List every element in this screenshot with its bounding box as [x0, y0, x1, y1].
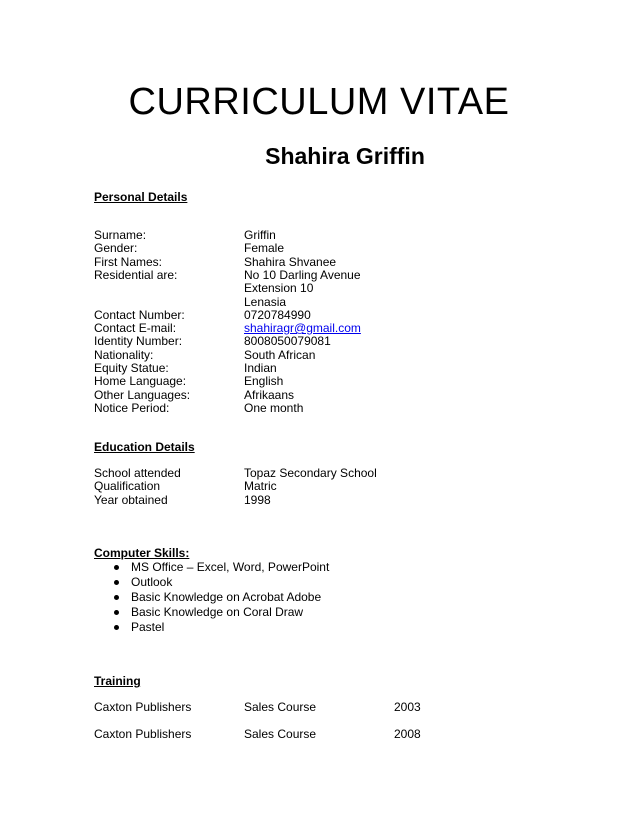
field-label: First Names:	[94, 254, 163, 269]
field-label: Surname:	[94, 228, 147, 242]
field-label: School attended	[94, 466, 181, 480]
field-value: Topaz Secondary School	[244, 466, 377, 480]
training-provider: Caxton Publishers	[94, 727, 192, 741]
field-label: Residential are:	[94, 267, 178, 282]
field-value: 8008050079081	[244, 334, 331, 349]
candidate-name: Shahira Griffin	[265, 143, 425, 169]
field-value: Griffin	[244, 228, 276, 242]
field-label: Gender:	[94, 241, 138, 256]
skill-text: Basic Knowledge on Acrobat Adobe	[131, 590, 322, 604]
field-value: Afrikaans	[244, 387, 295, 402]
field-label: Notice Period:	[94, 400, 170, 415]
skill-text: Basic Knowledge on Coral Draw	[131, 605, 304, 619]
field-label: Year obtained	[94, 492, 168, 507]
field-label: Nationality:	[94, 347, 154, 362]
field-value: Matric	[244, 479, 277, 494]
field-label: Other Languages:	[94, 387, 191, 402]
field-value: Female	[244, 241, 285, 256]
field-value: English	[244, 374, 284, 389]
bullet-icon	[114, 625, 119, 630]
training-year: 2003	[394, 700, 421, 714]
field-label: Home Language:	[94, 374, 187, 389]
field-value: South African	[244, 347, 316, 362]
field-value: Shahira Shvanee	[244, 254, 337, 269]
bullet-icon	[114, 565, 119, 570]
education-details-heading: Education Details	[94, 440, 195, 454]
field-label: Identity Number:	[94, 334, 183, 349]
field-label: Contact E-mail:	[94, 321, 177, 336]
email-link[interactable]: shahiragr@gmail.com	[244, 321, 361, 336]
field-value	[244, 322, 361, 335]
bullet-icon	[114, 580, 119, 585]
training-heading: Training	[94, 674, 141, 688]
training-provider: Caxton Publishers	[94, 700, 192, 714]
field-value: Indian	[244, 361, 277, 375]
personal-details-heading: Personal Details	[94, 190, 188, 204]
field-value: One month	[244, 400, 304, 415]
field-label: Qualification	[94, 479, 161, 494]
skill-text: MS Office – Excel, Word, PowerPoint	[131, 560, 330, 574]
field-value: 1998	[244, 492, 271, 507]
training-course: Sales Course	[244, 700, 317, 714]
field-value: Extension 10	[244, 281, 314, 296]
field-value: No 10 Darling Avenue	[244, 267, 361, 282]
field-label: Equity Statue:	[94, 361, 169, 375]
training-year: 2008	[394, 727, 421, 741]
training-course: Sales Course	[244, 727, 317, 741]
bullet-icon	[114, 610, 119, 615]
bullet-icon	[114, 595, 119, 600]
skill-text: Outlook	[131, 575, 173, 589]
field-label: Contact Number:	[94, 307, 185, 322]
skill-text: Pastel	[131, 620, 165, 634]
field-value: Lenasia	[244, 294, 287, 309]
computer-skills-heading: Computer Skills:	[94, 546, 190, 560]
field-value: 0720784990	[244, 307, 311, 322]
document-title: CURRICULUM VITAE	[128, 81, 510, 123]
